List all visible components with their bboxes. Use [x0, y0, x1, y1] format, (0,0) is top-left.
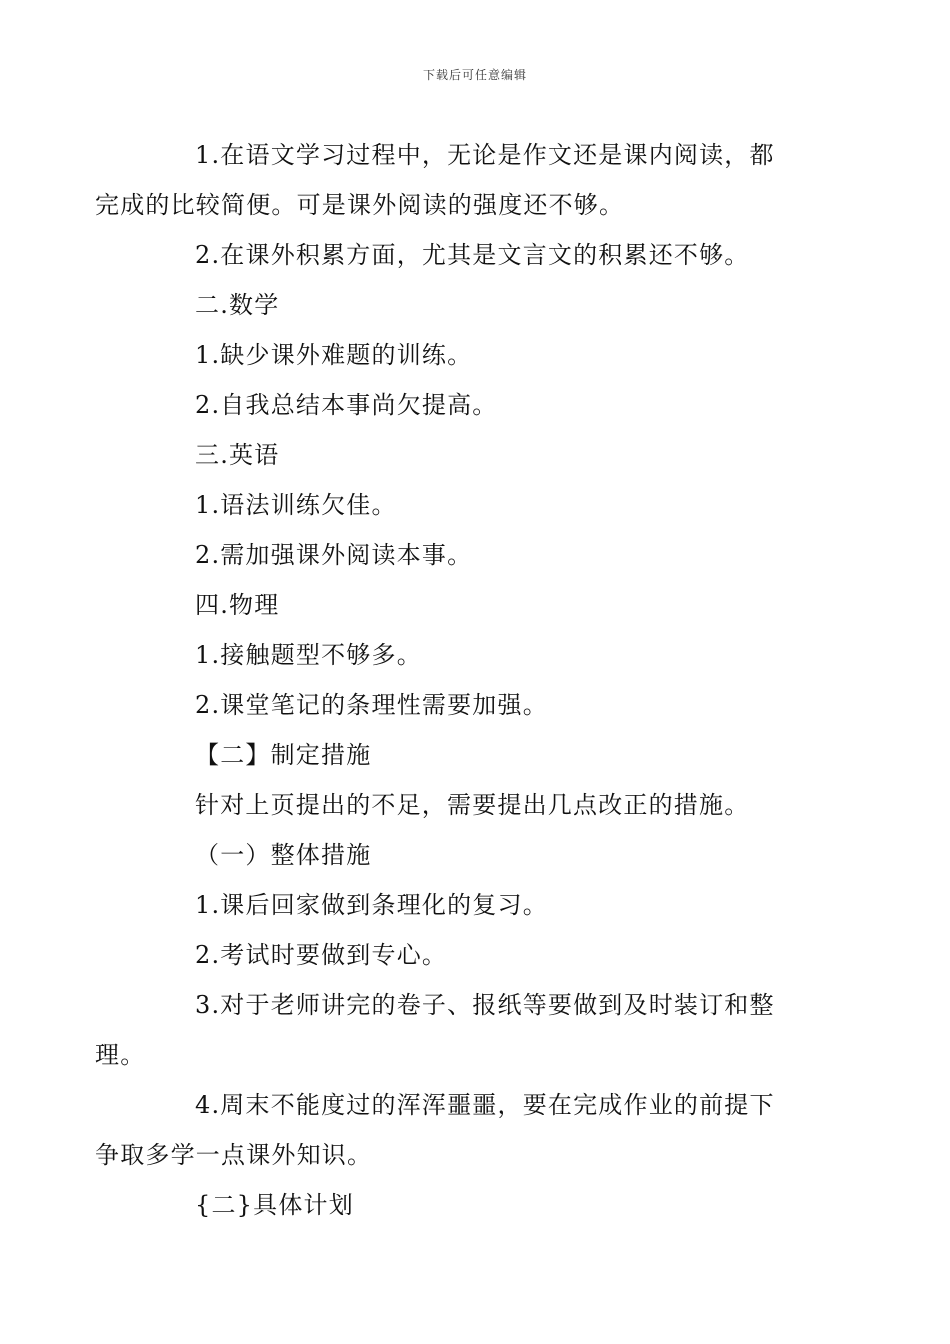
paragraph: 2.课堂笔记的条理性需要加强。	[195, 691, 548, 719]
paragraph: 1.语法训练欠佳。	[195, 491, 397, 519]
paragraph: 2.需加强课外阅读本事。	[195, 541, 473, 569]
page-header-note: 下载后可任意编辑	[422, 68, 527, 82]
section-heading: {二}具体计划	[195, 1191, 354, 1219]
paragraph-line: 理。	[95, 1041, 146, 1069]
paragraph: 2.自我总结本事尚欠提高。	[195, 391, 498, 419]
paragraph-line: 完成的比较简便。可是课外阅读的强度还不够。	[95, 191, 625, 219]
paragraph: 2.考试时要做到专心。	[195, 941, 448, 969]
paragraph: 2.在课外积累方面，尤其是文言文的积累还不够。	[195, 241, 750, 269]
paragraph-line: 4.周末不能度过的浑浑噩噩，要在完成作业的前提下	[195, 1091, 775, 1119]
document-body	[95, 130, 807, 1230]
paragraph-line: 3.对于老师讲完的卷子、报纸等要做到及时装订和整	[195, 991, 775, 1019]
section-heading: 三.英语	[195, 441, 280, 469]
paragraph	[95, 1080, 807, 1180]
paragraph	[95, 130, 807, 230]
paragraph: 1.课后回家做到条理化的复习。	[195, 891, 548, 919]
paragraph-line: 争取多学一点课外知识。	[95, 1141, 373, 1169]
paragraph: 针对上页提出的不足，需要提出几点改正的措施。	[195, 791, 750, 819]
paragraph	[95, 980, 807, 1080]
section-heading: （一）整体措施	[195, 841, 372, 869]
section-heading: 【二】制定措施	[195, 741, 372, 769]
section-heading: 四.物理	[195, 591, 280, 619]
paragraph: 1.接触题型不够多。	[195, 641, 422, 669]
paragraph: 1.缺少课外难题的训练。	[195, 341, 473, 369]
paragraph-line: 1.在语文学习过程中，无论是作文还是课内阅读，都	[195, 141, 775, 169]
section-heading: 二.数学	[195, 291, 280, 319]
